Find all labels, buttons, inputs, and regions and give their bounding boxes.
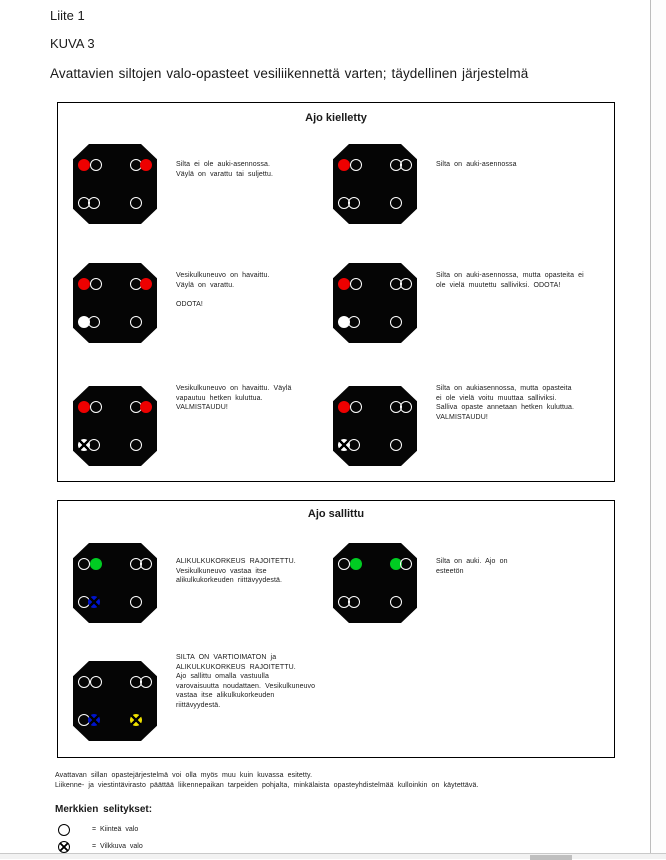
footer-note-line: Avattavan sillan opastejärjestelmä voi olla myös muu kuin kuvassa esitetty. (55, 772, 313, 779)
light-blue-blink (88, 596, 100, 608)
light-off (90, 159, 102, 171)
light-off (90, 401, 102, 413)
light-off (130, 316, 142, 328)
light-blue-blink (88, 714, 100, 726)
legend-label: = Kiinteä valo (92, 826, 139, 833)
signal-description (436, 557, 626, 576)
light-off (78, 676, 90, 688)
signal-description (436, 271, 626, 290)
signal-description-line: Vesikulkuneuvo vastaa itse (176, 567, 267, 575)
appendix-label: Liite 1 (50, 8, 85, 23)
signal-description-line: VALMISTAUDU! (176, 404, 228, 411)
page-edge-line (650, 0, 651, 853)
signal-panel (333, 144, 417, 224)
light-red (338, 278, 350, 290)
light-off (140, 676, 152, 688)
light-off (90, 278, 102, 290)
signal-panel (73, 661, 157, 741)
figure-label: KUVA 3 (50, 36, 95, 51)
light-off (88, 316, 100, 328)
signal-panel (333, 386, 417, 466)
light-off (390, 439, 402, 451)
light-off (400, 401, 412, 413)
signal-description-line: ODOTA! (176, 300, 203, 308)
light-off (348, 197, 360, 209)
signal-description-line: Ajo sallittu omalla vastuulla (176, 673, 269, 680)
light-off (390, 197, 402, 209)
section-header: Ajo kielletty (305, 112, 367, 124)
horizontal-scrollbar-thumb[interactable] (530, 855, 572, 860)
signal-description-line: Vesikulkuneuvo on havaittu. (176, 272, 270, 279)
signal-description-line: vastaa itse alikulkukorkeuden (176, 692, 275, 699)
page-title: Avattavien siltojen valo-opasteet vesiliikennettä varten; täydellinen järjestelmä (50, 66, 529, 81)
light-off (348, 596, 360, 608)
signal-panel (73, 543, 157, 623)
light-red (78, 159, 90, 171)
signal-description-line: VALMISTAUDU! (436, 413, 488, 421)
horizontal-scrollbar[interactable] (0, 853, 666, 859)
light-off (390, 316, 402, 328)
light-off (400, 558, 412, 570)
section-header: Ajo sallittu (307, 508, 365, 520)
legend-heading: Merkkien selitykset: (55, 804, 153, 815)
light-off (390, 596, 402, 608)
light-off (348, 316, 360, 328)
signal-description-line: Väylä on varattu tai suljettu. (176, 170, 273, 178)
signal-panel (73, 263, 157, 343)
light-off (400, 278, 412, 290)
signal-description-line: Väylä on varattu. (176, 281, 235, 289)
legend-label: = Vilkkuva valo (92, 843, 143, 850)
legend-item-blinking (58, 840, 143, 853)
steady-light-icon (58, 824, 70, 836)
legend-item-steady (58, 823, 138, 836)
light-off (400, 159, 412, 171)
signal-description (176, 653, 366, 710)
light-red (140, 401, 152, 413)
light-off (130, 197, 142, 209)
page-right-gutter (651, 0, 666, 853)
signal-description-line: Silta on auki-asennossa, mutta opasteita ei (436, 272, 584, 279)
signal-description-line: vapautuu hetken kuluttua. (176, 394, 263, 402)
light-off (350, 159, 362, 171)
blinking-light-icon (58, 841, 70, 853)
light-off (130, 596, 142, 608)
light-green (350, 558, 362, 570)
signal-description-line: riittävyydestä. (176, 701, 221, 709)
signal-description-line: esteetön (436, 567, 464, 575)
signal-description-line: Silta on auki-asennossa (436, 161, 517, 168)
light-red (338, 159, 350, 171)
signal-description-line: SILTA ON VARTIOIMATON ja (176, 654, 277, 661)
light-off (350, 278, 362, 290)
signal-description-line: ole vielä muutettu salliviksi. ODOTA! (436, 281, 561, 289)
signal-description-line: Silta on auki. Ajo on (436, 558, 508, 565)
signal-description (436, 384, 626, 422)
signal-panel (333, 543, 417, 623)
light-off (348, 439, 360, 451)
signal-description-line: Silta on aukiasennossa, mutta opasteita (436, 385, 572, 392)
section-ajo-kielletty (57, 102, 615, 482)
signal-description-line: varovaisuutta noudattaen. Vesikulkuneuvo (176, 682, 316, 690)
light-off (78, 558, 90, 570)
signal-description (436, 160, 626, 170)
light-red (140, 159, 152, 171)
signal-description-line: alikulkukorkeuden riittävyydestä. (176, 577, 283, 584)
light-off (140, 558, 152, 570)
signal-description-line: Salliva opaste annetaan hetken kuluttua. (436, 404, 575, 411)
signal-panel (73, 386, 157, 466)
signal-description-line: Silta ei ole auki-asennossa. (176, 161, 271, 168)
light-off (350, 401, 362, 413)
footer-note (55, 771, 479, 791)
light-off (88, 197, 100, 209)
signal-description-line: ei ole vielä voitu muuttaa salliviksi. (436, 394, 557, 402)
section-ajo-sallittu (57, 500, 615, 758)
light-off (90, 676, 102, 688)
light-green (90, 558, 102, 570)
signal-description-line: ALIKULKUKORKEUS RAJOITETTU. (176, 663, 296, 671)
light-off (88, 439, 100, 451)
light-yellow-blink (130, 714, 142, 726)
signal-panel (333, 263, 417, 343)
light-red (140, 278, 152, 290)
signal-panel (73, 144, 157, 224)
signal-description-line: ALIKULKUKORKEUS RAJOITETTU. (176, 558, 296, 565)
light-red (78, 401, 90, 413)
light-red (78, 278, 90, 290)
signal-description-line: Vesikulkuneuvo on havaittu. Väylä (176, 385, 292, 392)
light-off (130, 439, 142, 451)
footer-note-line: Liikenne- ja viestintävirasto päättää liikennepaikan tarpeiden pohjalta, minkälaista opasteyhdistelmää kulloinkin on käytettävä. (55, 782, 479, 789)
light-off (338, 558, 350, 570)
light-red (338, 401, 350, 413)
